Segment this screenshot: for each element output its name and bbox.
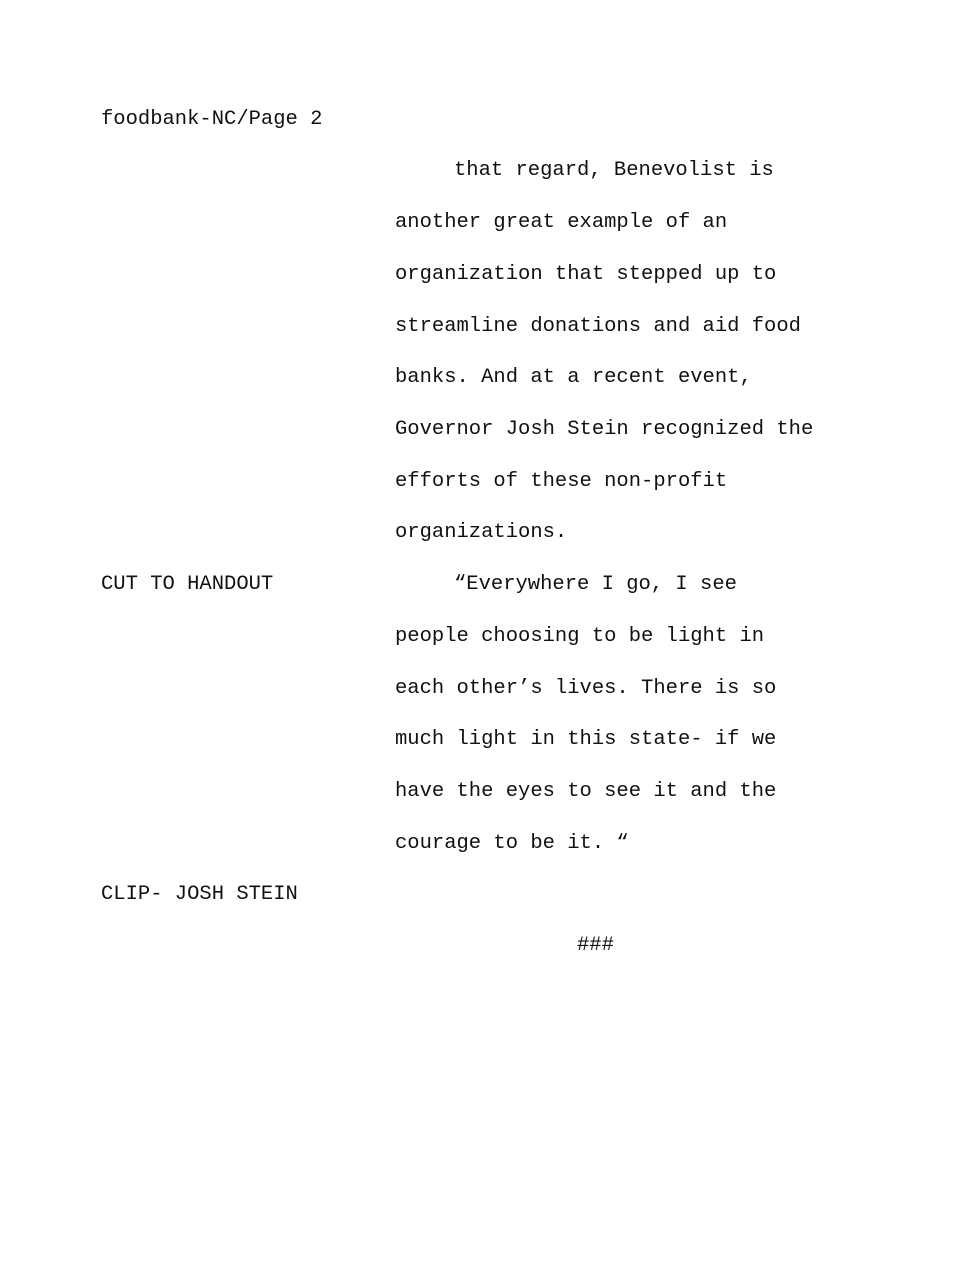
script-line: efforts of these non-profit xyxy=(395,470,728,493)
production-cue: CUT TO HANDOUT xyxy=(101,573,274,596)
script-line: organizations. xyxy=(395,521,568,544)
quote-line: “Everywhere I go, I see xyxy=(454,573,737,596)
quote-line: people choosing to be light in xyxy=(395,625,765,648)
quote-line: courage to be it. “ xyxy=(395,832,629,855)
production-cue: CLIP- JOSH STEIN xyxy=(101,883,298,906)
script-line: streamline donations and aid food xyxy=(395,315,801,338)
quote-line: have the eyes to see it and the xyxy=(395,780,777,803)
script-line: that regard, Benevolist is xyxy=(454,159,774,182)
script-line: banks. And at a recent event, xyxy=(395,366,752,389)
script-line: Governor Josh Stein recognized the xyxy=(395,418,814,441)
end-mark: ### xyxy=(577,934,614,957)
script-line: another great example of an xyxy=(395,211,728,234)
script-line: organization that stepped up to xyxy=(395,263,777,286)
quote-line: much light in this state- if we xyxy=(395,728,777,751)
quote-line: each other’s lives. There is so xyxy=(395,677,777,700)
page-header: foodbank-NC/Page 2 xyxy=(101,108,323,131)
